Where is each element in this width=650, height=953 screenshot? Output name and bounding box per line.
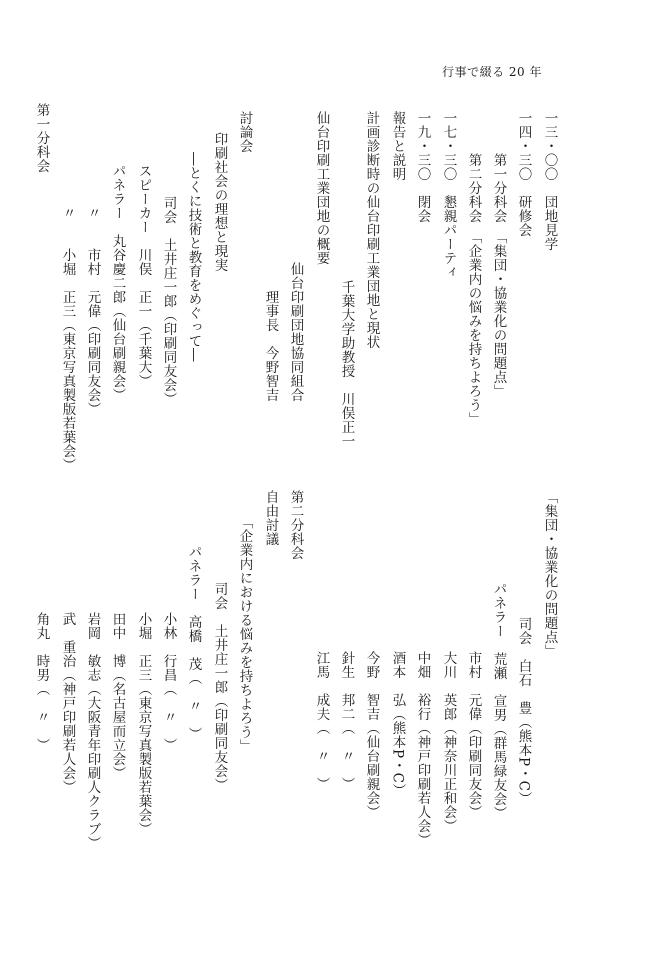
- panelist-line: 〃 小堀 正三（東京写真製版若葉会）: [59, 206, 76, 472]
- speaker-line: 千葉大学助教授 川俣正一: [338, 280, 355, 448]
- panelist-line: 市村 元偉（印刷同友会）: [465, 651, 482, 819]
- organization-line: 仙台印刷団地協同組合: [287, 262, 304, 402]
- report-title: 計画診断時の仙台印刷工業団地と現状: [363, 111, 380, 349]
- session-format: 自由討議: [262, 490, 279, 546]
- panelist-line: パネラー 荒瀬 宣男（群馬緑友会）: [490, 582, 507, 820]
- schedule-line: 第二分科会 「企業内の悩みを持ちよろう」: [465, 111, 482, 427]
- schedule-line: 第一分科会 「集団・協業化の問題点」: [490, 111, 507, 399]
- panelist-line: パネラー 高橋 茂（ 〃 ）: [185, 545, 202, 741]
- panelist-line: 小堀 正三（東京写真製版若葉会）: [135, 612, 152, 836]
- panelist-line: 今野 智吉（仙台刷親会）: [363, 651, 380, 819]
- moderator-line: 司会 土井庄一郎（印刷同友会）: [160, 196, 177, 406]
- moderator-line: 司会 白石 豊（熊本P・C）: [515, 617, 532, 806]
- section-heading: 討論会: [236, 111, 253, 153]
- report-title: 仙台印刷工業団地の概要: [313, 111, 330, 265]
- panelist-line: 江馬 成夫（ 〃 ）: [313, 651, 330, 791]
- schedule-line: 一四・三〇 研修会: [515, 111, 532, 237]
- panelist-line: 酒本 弘（熊本P・C）: [389, 651, 406, 798]
- panelist-line: パネラー 丸谷慶二郎（仙台刷親会）: [109, 164, 126, 402]
- session-title: 「集団・協業化の問題点」: [541, 490, 558, 658]
- panelist-line: 大川 英郎（神奈川正和会）: [440, 651, 457, 833]
- panelist-line: 田中 博（名古屋而立会）: [109, 612, 126, 780]
- panelist-line: 岩岡 敏志（大阪青年印刷人クラブ）: [84, 612, 101, 850]
- speaker-line: 理事長 今野智吉: [262, 290, 279, 402]
- schedule-line: 一九・三〇 閉会: [414, 111, 431, 223]
- panelist-line: 針生 邦二（ 〃 ）: [338, 651, 355, 791]
- schedule-line: 一三・〇〇 団地見学: [541, 111, 558, 251]
- section-heading: 第一分科会: [33, 103, 50, 173]
- section-heading: 報告と説明: [389, 111, 406, 181]
- session-title: 「企業内における悩みを持ちよろう」: [236, 515, 253, 753]
- panelist-line: 中畑 裕行（神戸印刷若人会）: [414, 651, 431, 847]
- section-heading: 第二分科会: [287, 490, 304, 560]
- speaker-line: スピーカー 川俣 正一（千葉大）: [135, 164, 152, 388]
- panelist-line: 小林 行昌（ 〃 ）: [160, 612, 177, 752]
- discussion-subtitle: ―とくに技術と教育をめぐって―: [185, 152, 202, 362]
- schedule-line: 一七・三〇 懇親パーティ: [440, 111, 457, 279]
- panelist-line: 角丸 時男（ 〃 ）: [33, 612, 50, 752]
- running-title: 行事で綴る 20 年: [442, 65, 542, 79]
- discussion-title: 印刷社会の理想と現実: [211, 132, 228, 272]
- panelist-line: 武 重治（神戸印刷若人会）: [59, 612, 76, 794]
- moderator-line: 司会 土井庄一郎（印刷同友会）: [211, 582, 228, 792]
- panelist-line: 〃 市村 元偉（印刷同友会）: [84, 206, 101, 416]
